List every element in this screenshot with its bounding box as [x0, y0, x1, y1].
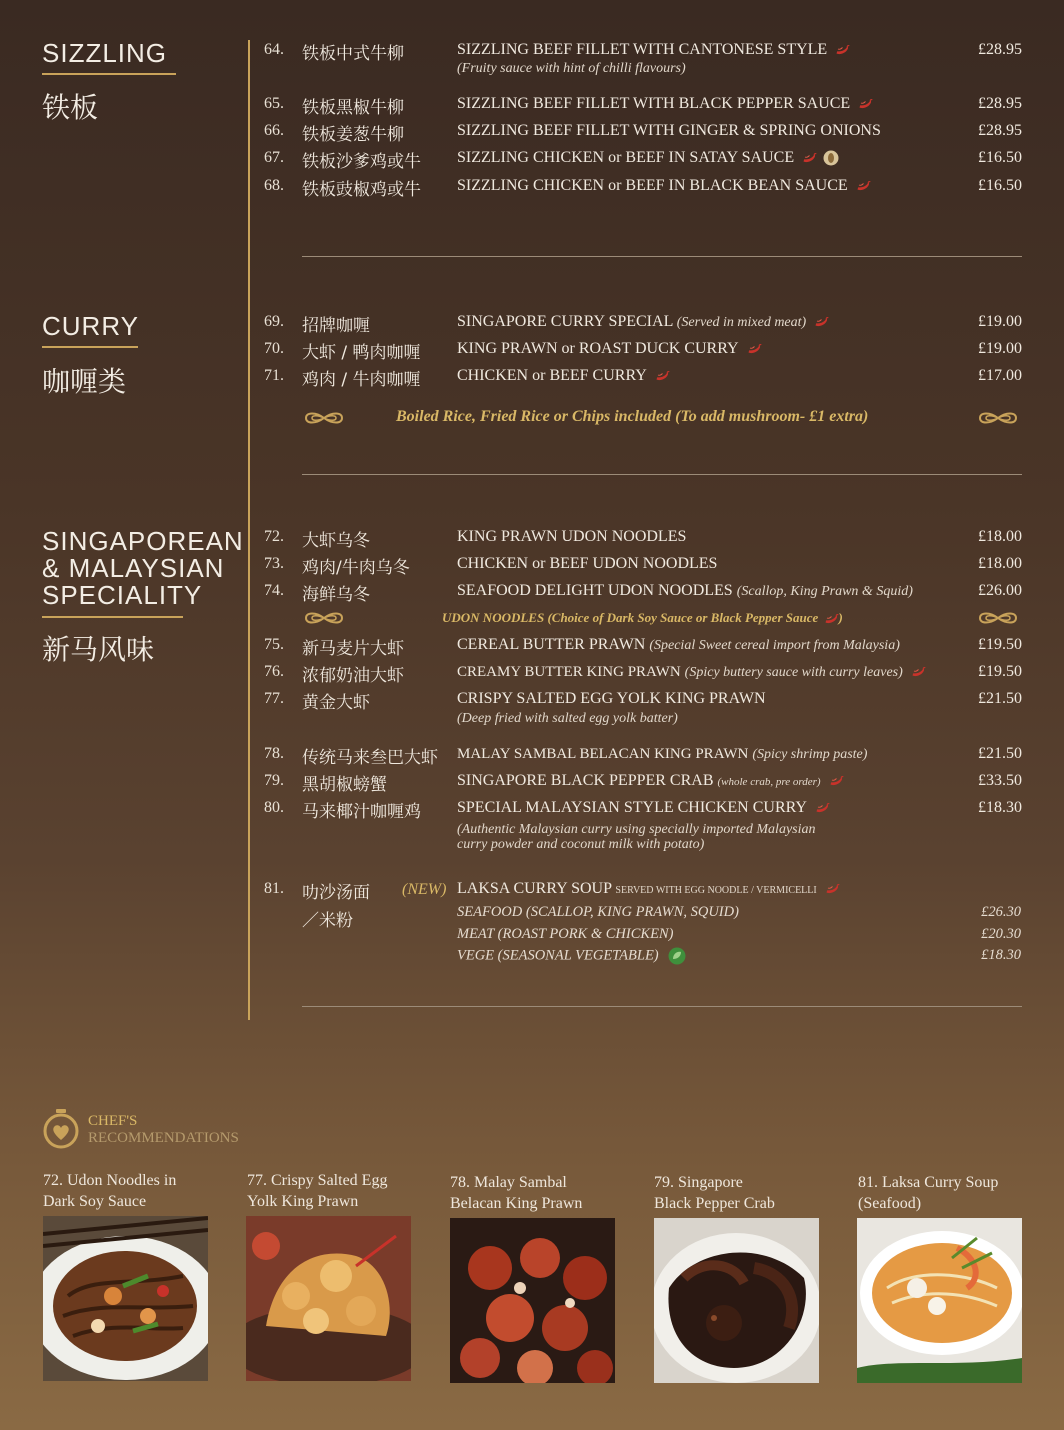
item-name-cn: 鸡肉/牛肉乌冬 — [302, 558, 410, 578]
menu-item — [264, 528, 1024, 552]
item-name-en — [457, 41, 850, 59]
section-underline — [42, 616, 183, 618]
item-name-en — [457, 340, 762, 358]
option-label: VEGE (SEASONAL VEGETABLE) — [457, 947, 659, 964]
item-name-text: SIZZLING CHICKEN or BEEF IN BLACK BEAN SAUCE — [457, 177, 848, 194]
item-name-text: CEREAL BUTTER PRAWN — [457, 636, 646, 653]
item-note: (Served in mixed meat) — [676, 315, 807, 330]
vertical-divider — [248, 40, 250, 1020]
recommendation-title-line: 79. Singapore — [654, 1174, 743, 1191]
section-underline — [42, 73, 176, 75]
item-note: (whole crab, pre order) — [717, 776, 821, 788]
item-number: 68. — [264, 177, 284, 194]
chef-recommendations-title — [88, 1113, 239, 1147]
item-name-cn: 海鲜乌冬 — [302, 585, 370, 605]
item-description: (Authentic Malaysian curry using specially imported Malaysian — [457, 822, 816, 837]
recommendation-title — [654, 1172, 775, 1214]
laksa-option — [457, 926, 1023, 946]
recommendation-title-line: Dark Soy Sauce — [43, 1193, 147, 1210]
recommendation-title-line: 78. Malay Sambal — [450, 1174, 567, 1191]
section-title-speciality-cn: 新马风味 — [42, 633, 155, 666]
item-name-en — [457, 95, 873, 113]
section-underline — [42, 346, 138, 348]
item-name-cn: 大虾乌冬 — [302, 531, 370, 551]
menu-item — [264, 95, 1024, 119]
item-name-cn: 浓郁奶油大虾 — [302, 666, 404, 686]
item-name-text: SEAFOOD DELIGHT UDON NOODLES — [457, 582, 733, 599]
chili-icon — [824, 613, 839, 626]
item-price: £26.00 — [978, 582, 1022, 599]
item-name-text: CREAMY BUTTER KING PRAWN — [457, 664, 681, 680]
chef-title-line: CHEF'S — [88, 1113, 138, 1129]
section-title-line: SINGAPOREAN — [42, 526, 244, 556]
menu-item-laksa — [264, 880, 1024, 904]
dish-photo-laksa — [857, 1218, 1022, 1383]
chili-icon — [911, 666, 926, 679]
curry-note: Boiled Rice, Fried Rice or Chips included (To add mushroom- £1 extra) — [396, 408, 869, 425]
chili-icon — [856, 180, 871, 193]
chili-icon — [814, 316, 829, 329]
item-description: (Fruity sauce with hint of chilli flavours) — [457, 61, 686, 76]
item-number: 71. — [264, 367, 284, 384]
item-price: £18.00 — [978, 528, 1022, 545]
item-name-text: LAKSA CURRY SOUP — [457, 880, 612, 897]
section-title-line: & MALAYSIAN — [42, 553, 225, 583]
item-price: £18.00 — [978, 555, 1022, 572]
item-name-en — [457, 745, 867, 763]
recommendation-title-line: Black Pepper Crab — [654, 1195, 775, 1212]
peanut-icon — [823, 150, 839, 166]
heart-badge-icon — [42, 1108, 80, 1150]
item-name-en: KING PRAWN UDON NOODLES — [457, 528, 687, 545]
udon-note — [442, 610, 843, 626]
item-name-cn: 铁板沙爹鸡或牛 — [302, 152, 421, 172]
item-name-en — [457, 663, 926, 681]
knot-ornament-icon — [976, 410, 1020, 426]
item-description: (Deep fried with salted egg yolk batter) — [457, 711, 678, 726]
item-name-text: CHICKEN or BEEF CURRY — [457, 367, 647, 384]
item-number: 75. — [264, 636, 284, 653]
recommendation-title-line: 81. Laksa Curry Soup — [858, 1174, 999, 1191]
item-number: 64. — [264, 41, 284, 58]
item-name-cn: 传统马来叁巴大虾 — [302, 748, 438, 768]
item-price: £19.00 — [978, 313, 1022, 330]
recommendation-title — [43, 1170, 176, 1212]
item-name-cn: 叻沙汤面 — [302, 883, 370, 903]
recommendation-title-line: 72. Udon Noodles in — [43, 1172, 177, 1189]
option-price: £20.30 — [981, 926, 1021, 942]
item-price: £28.95 — [978, 122, 1022, 139]
item-number: 79. — [264, 772, 284, 789]
item-number: 74. — [264, 582, 284, 599]
laksa-option — [457, 904, 1023, 924]
chili-icon — [829, 775, 844, 788]
item-price: £28.95 — [978, 41, 1022, 58]
item-name-text: MALAY SAMBAL BELACAN KING PRAWN — [457, 746, 749, 762]
item-number: 65. — [264, 95, 284, 112]
item-name-cn: 招牌咖喱 — [302, 316, 370, 336]
menu-item — [264, 745, 1024, 769]
menu-item — [264, 149, 1024, 173]
item-name-text: SIZZLING CHICKEN or BEEF IN SATAY SAUCE — [457, 149, 795, 166]
knot-ornament-icon — [302, 610, 346, 626]
menu-item — [264, 799, 1024, 823]
chili-icon — [835, 44, 850, 57]
item-name-cn: 黄金大虾 — [302, 693, 370, 713]
item-name-en: CRISPY SALTED EGG YOLK KING PRAWN — [457, 690, 766, 707]
item-note: (Special Sweet cereal import from Malaysia) — [649, 638, 900, 653]
item-number: 80. — [264, 799, 284, 816]
item-name-cn: 黑胡椒螃蟹 — [302, 775, 387, 795]
section-title-curry: CURRY — [42, 311, 139, 341]
laksa-option — [457, 947, 1023, 967]
vegetarian-icon — [668, 947, 686, 965]
horizontal-divider — [302, 1006, 1022, 1007]
knot-ornament-icon — [976, 610, 1020, 626]
item-number: 69. — [264, 313, 284, 330]
item-price: £33.50 — [978, 772, 1022, 789]
item-name-text: KING PRAWN or ROAST DUCK CURRY — [457, 340, 739, 357]
recommendation-title-line: (Seafood) — [858, 1195, 922, 1212]
item-number: 67. — [264, 149, 284, 166]
item-note: (Scallop, King Prawn & Squid) — [736, 584, 913, 599]
horizontal-divider — [302, 256, 1022, 257]
chili-icon — [655, 370, 670, 383]
item-number: 77. — [264, 690, 284, 707]
item-note: (Spicy shrimp paste) — [752, 747, 868, 762]
menu-item — [264, 582, 1024, 606]
item-name-en — [457, 582, 913, 600]
option-price: £18.30 — [981, 947, 1021, 963]
item-name-cn: 铁板中式牛柳 — [302, 44, 404, 64]
item-price: £19.50 — [978, 636, 1022, 653]
recommendation-title — [858, 1172, 998, 1214]
item-number: 70. — [264, 340, 284, 357]
item-name-en — [457, 880, 840, 898]
chili-icon — [858, 98, 873, 111]
item-number: 66. — [264, 122, 284, 139]
item-name-cn: 大虾 / 鸭肉咖喱 — [302, 343, 421, 363]
dish-photo-udon — [43, 1216, 208, 1381]
item-name-cn: 马来椰汁咖喱鸡 — [302, 802, 421, 822]
section-title-speciality — [42, 528, 244, 609]
menu-item — [264, 122, 1024, 146]
recommendation-title-line: Yolk King Prawn — [247, 1193, 359, 1210]
item-price: £21.50 — [978, 745, 1022, 762]
udon-note-end: ) — [838, 610, 843, 625]
recommendation-title-line: 77. Crispy Salted Egg — [247, 1172, 388, 1189]
menu-item — [264, 367, 1024, 391]
item-name-en — [457, 313, 829, 331]
chef-title-line: RECOMMENDATIONS — [88, 1130, 239, 1146]
menu-item — [264, 177, 1024, 201]
item-number: 81. — [264, 880, 284, 897]
item-name-cn: 铁板黑椒牛柳 — [302, 98, 404, 118]
item-price: £19.50 — [978, 663, 1022, 680]
item-name-text: SPECIAL MALAYSIAN STYLE CHICKEN CURRY — [457, 799, 807, 816]
item-name-cn: ／米粉 — [302, 911, 353, 931]
option-label: SEAFOOD (SCALLOP, KING PRAWN, SQUID) — [457, 904, 739, 920]
section-title-sizzling-cn: 铁板 — [42, 91, 99, 124]
item-name-cn: 鸡肉 / 牛肉咖喱 — [302, 370, 421, 390]
item-name-en — [457, 177, 871, 195]
menu-item — [264, 555, 1024, 579]
item-name-en — [457, 772, 844, 790]
menu-item — [264, 313, 1024, 337]
section-title-curry-cn: 咖喱类 — [42, 365, 127, 398]
dish-photo-sambal-prawn — [450, 1218, 615, 1383]
item-name-en — [457, 149, 839, 167]
item-price: £21.50 — [978, 690, 1022, 707]
menu-item — [264, 772, 1024, 796]
item-name-text: SINGAPORE CURRY SPECIAL — [457, 313, 673, 330]
item-number: 72. — [264, 528, 284, 545]
item-name-cn: 铁板豉椒鸡或牛 — [302, 180, 421, 200]
recommendation-title — [247, 1170, 387, 1212]
section-title-line: SPECIALITY — [42, 580, 203, 610]
udon-note-text: UDON NOODLES (Choice of Dark Soy Sauce or Black Pepper Sauce — [442, 610, 819, 625]
item-name-cn: 铁板姜葱牛柳 — [302, 125, 404, 145]
menu-item — [264, 663, 1024, 687]
item-note: SERVED WITH EGG NOODLE / VERMICELLI — [615, 885, 817, 896]
item-number: 78. — [264, 745, 284, 762]
new-badge: (NEW) — [402, 881, 447, 898]
menu-item — [264, 636, 1024, 660]
chili-icon — [825, 883, 840, 896]
item-name-text: SIZZLING BEEF FILLET WITH CANTONESE STYLE — [457, 41, 828, 58]
recommendation-title-line: Belacan King Prawn — [450, 1195, 583, 1212]
item-price: £19.00 — [978, 340, 1022, 357]
item-name-en — [457, 799, 830, 817]
item-name-cn: 新马麦片大虾 — [302, 639, 404, 659]
section-title-sizzling: SIZZLING — [42, 38, 168, 68]
item-price: £16.50 — [978, 149, 1022, 166]
dish-photo-salted-egg-prawn — [246, 1216, 411, 1381]
item-name-en: SIZZLING BEEF FILLET WITH GINGER & SPRING ONIONS — [457, 122, 881, 139]
menu-item — [264, 340, 1024, 364]
item-name-en: CHICKEN or BEEF UDON NOODLES — [457, 555, 718, 572]
item-price: £17.00 — [978, 367, 1022, 384]
item-name-text: SINGAPORE BLACK PEPPER CRAB — [457, 772, 714, 789]
item-note: (Spicy buttery sauce with curry leaves) — [684, 665, 903, 680]
horizontal-divider — [302, 474, 1022, 475]
knot-ornament-icon — [302, 410, 346, 426]
chili-icon — [815, 802, 830, 815]
chili-icon — [802, 152, 817, 165]
item-number: 76. — [264, 663, 284, 680]
chili-icon — [747, 343, 762, 356]
item-name-text: SIZZLING BEEF FILLET WITH BLACK PEPPER SAUCE — [457, 95, 851, 112]
recommendation-title — [450, 1172, 582, 1214]
item-price: £18.30 — [978, 799, 1022, 816]
item-name-en — [457, 636, 900, 654]
item-description: curry powder and coconut milk with potato) — [457, 837, 705, 852]
option-label: MEAT (ROAST PORK & CHICKEN) — [457, 926, 674, 942]
dish-photo-pepper-crab — [654, 1218, 819, 1383]
item-price: £16.50 — [978, 177, 1022, 194]
item-name-en — [457, 367, 670, 385]
item-price: £28.95 — [978, 95, 1022, 112]
option-price: £26.30 — [981, 904, 1021, 920]
item-number: 73. — [264, 555, 284, 572]
